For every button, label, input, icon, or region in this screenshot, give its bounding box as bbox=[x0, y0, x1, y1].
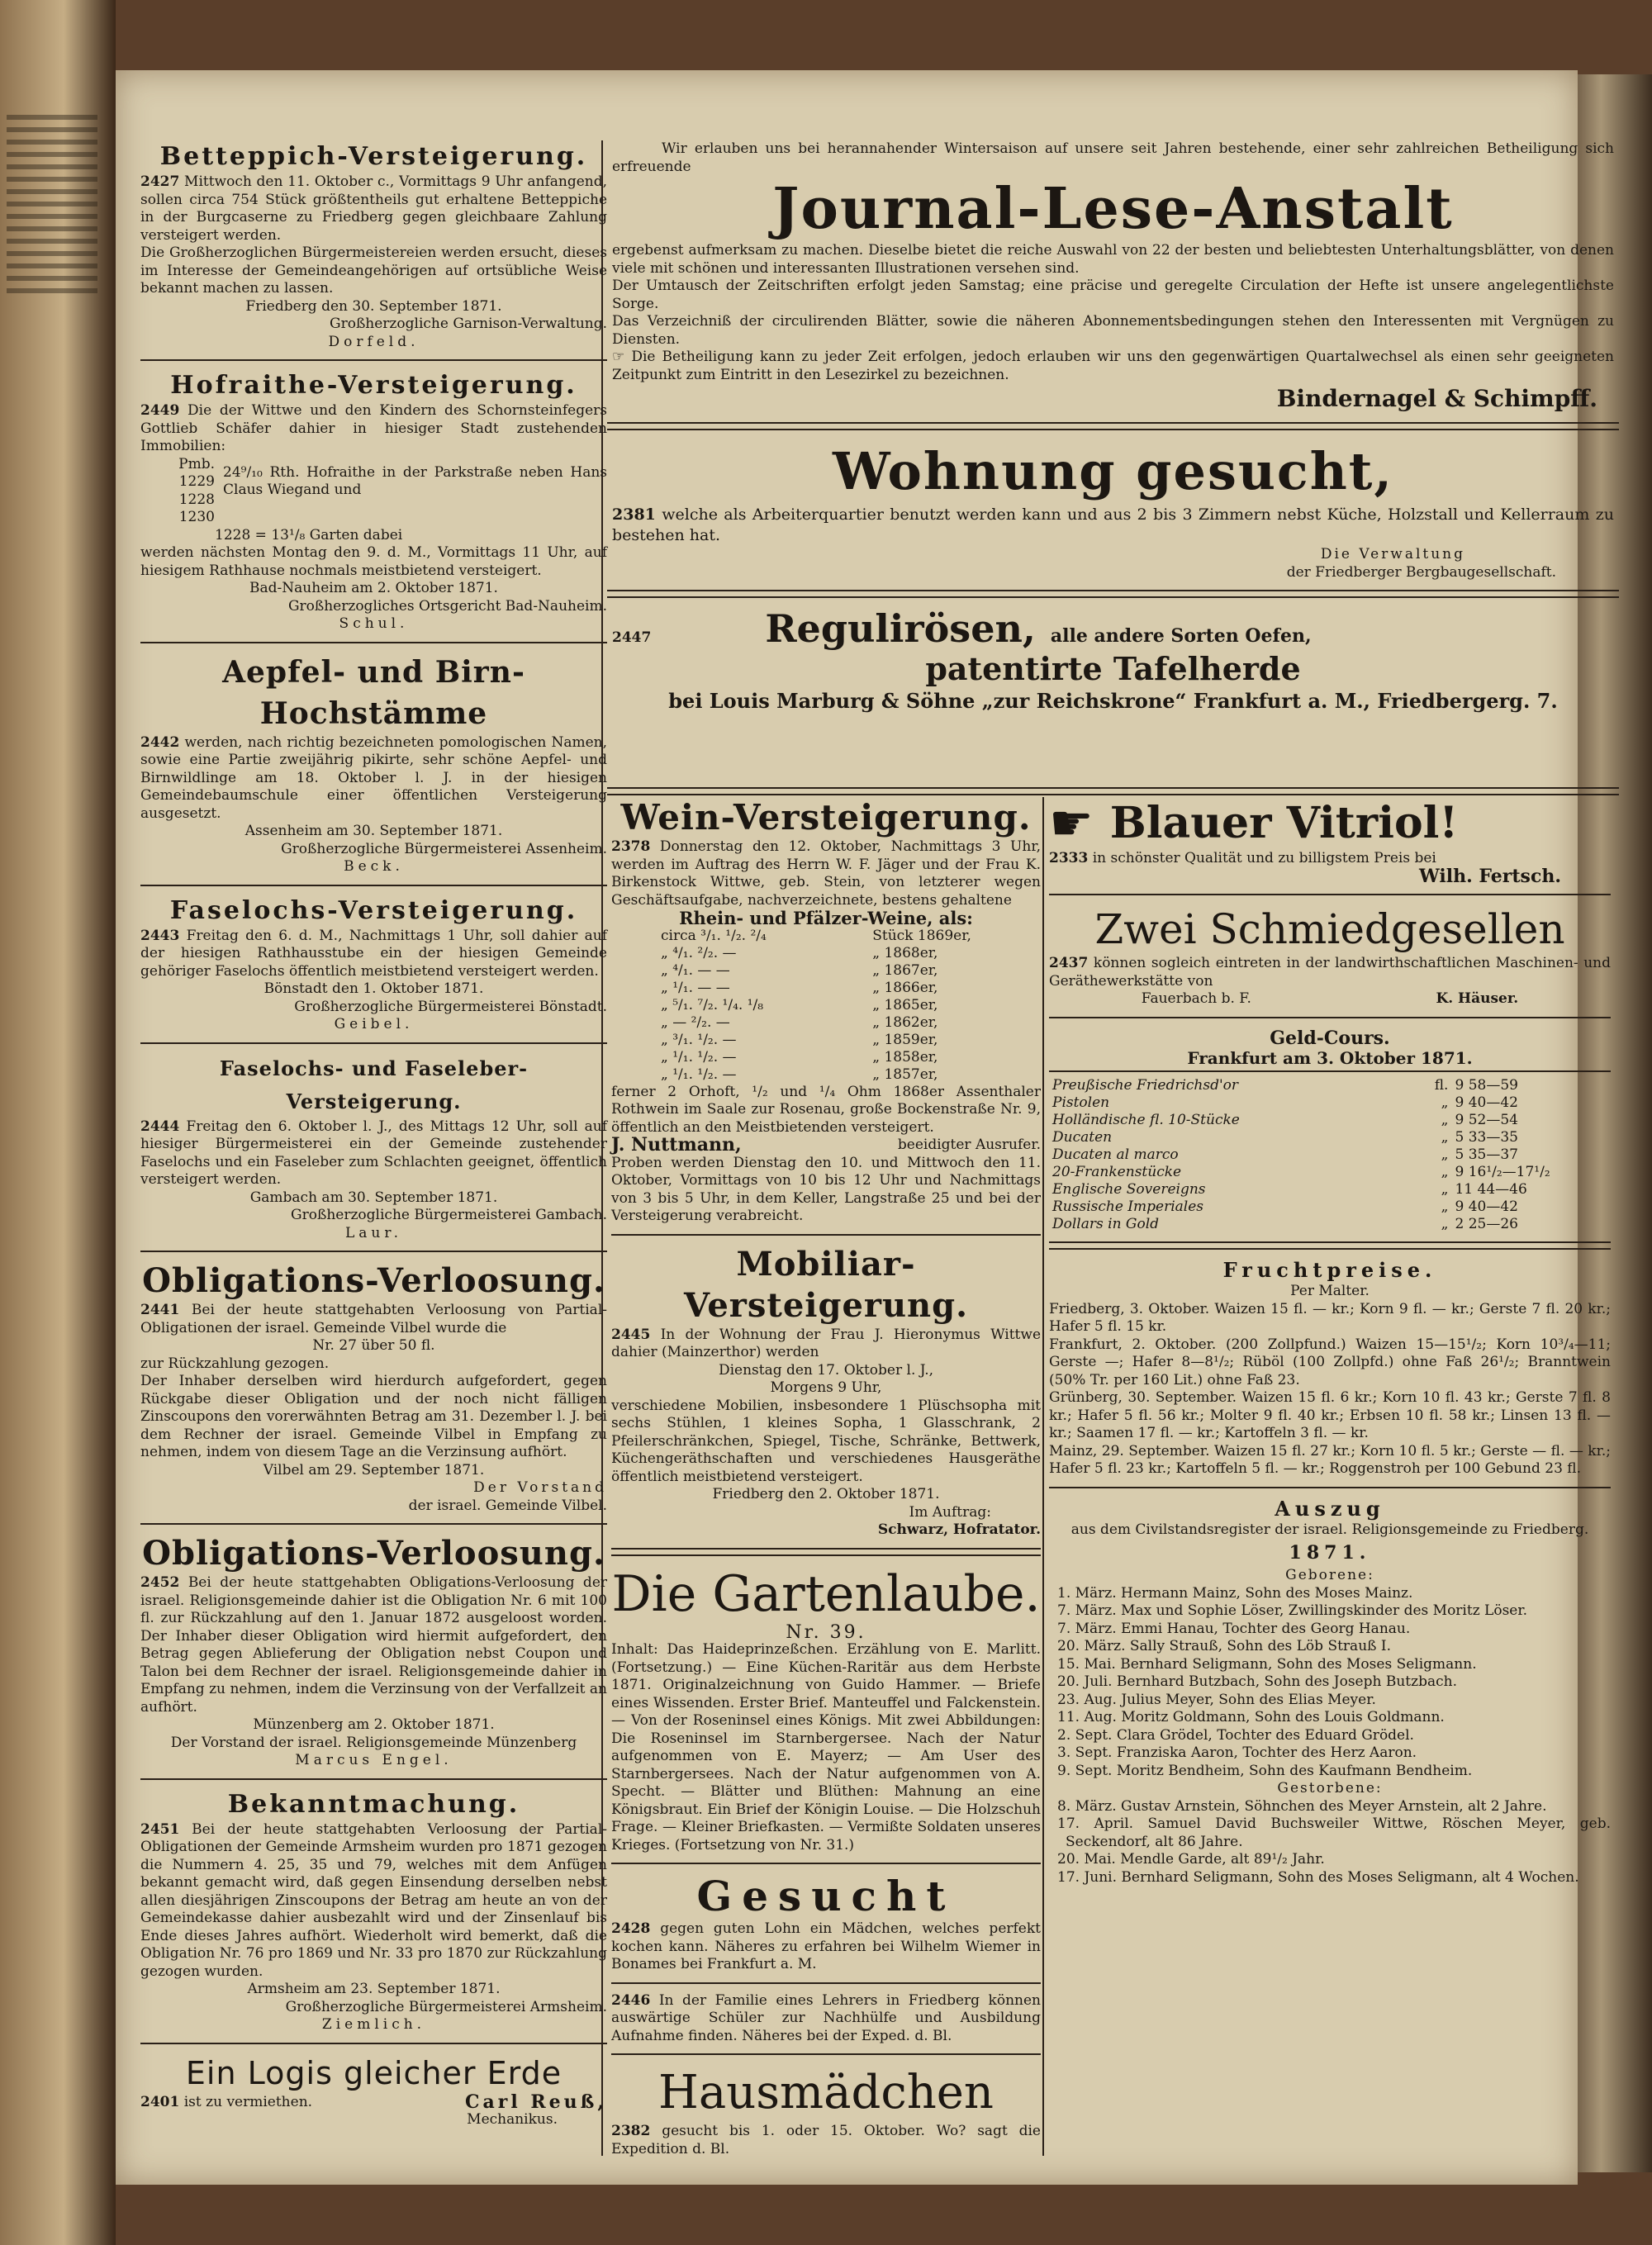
ad-number: 2428 bbox=[611, 1920, 651, 1937]
ad-text: in schönster Qualität und zu billigstem Preis bei bbox=[1092, 850, 1436, 866]
unit: „ bbox=[1441, 1198, 1449, 1215]
ad-title: Mobiliar-Versteigerung. bbox=[683, 1244, 969, 1325]
ad-number: 2446 bbox=[611, 1991, 651, 2009]
ad-signature: Carl Reuß, bbox=[464, 2091, 607, 2113]
ad-text: Donnerstag den 12. Oktober, Nachmittags 3 Uhr, werden im Auftrag des Herrn W. F. Jäger und der Frau K. Birkenstock Wittwe, geb. Stein, von letzterer wegen Geschäftsaufgabe, nachverzeichnete, bestens gehaltene bbox=[611, 838, 1041, 909]
section-subtitle: Per Malter. bbox=[1290, 1283, 1370, 1299]
ad-authority: Die Verwaltung bbox=[1320, 546, 1465, 562]
top-wide-section bbox=[607, 140, 1619, 715]
register-entry: 20. Mai. Mendle Garde, alt 89¹/₂ Jahr. bbox=[1057, 1851, 1325, 1868]
coin-name: Pistolen bbox=[1052, 1094, 1110, 1111]
ad-text: zur Rückzahlung gezogen. bbox=[140, 1355, 330, 1372]
wine-quantity: „ ⁴/₁. — — bbox=[661, 961, 730, 979]
ad-role: beeidigter Ausrufer. bbox=[897, 1137, 1041, 1153]
register-entry: 23. Aug. Julius Meyer, Sohn des Elias Meyer. bbox=[1057, 1691, 1376, 1708]
ad-text: Bei der heute stattgehabten Verloosung von Partial-Obligationen der israel. Gemeinde Vilbel wurde die bbox=[140, 1302, 607, 1336]
ad-text: gegen guten Lohn ein Mädchen, welches perfekt kochen kann. Näheres zu erfahren bei Wilhelm Wiemer in Bonames bei Frankfurt a. M. bbox=[611, 1920, 1041, 1972]
ad-signature: Schwarz, Hofratator. bbox=[877, 1521, 1041, 1538]
ad-text: Wir erlauben uns bei herannahender Wintersaison auf unsere seit Jahren bestehende, einer sehr zahlreichen Betheiligung sich erfreuende bbox=[612, 140, 1614, 175]
ad-number: 2451 bbox=[140, 1820, 180, 1838]
section-title: Geld-Cours. bbox=[1270, 1027, 1390, 1049]
money-rates bbox=[1049, 1027, 1611, 1234]
ad-signature: Ziemlich. bbox=[321, 2016, 426, 2033]
ad-signature: Marcus Engel. bbox=[295, 1752, 453, 1768]
wine-vintage: Stück 1869er, bbox=[872, 927, 971, 944]
register-entry: 1. März. Hermann Mainz, Sohn des Moses Mainz. bbox=[1057, 1584, 1413, 1602]
ad-number: 2401 bbox=[140, 2093, 180, 2110]
wine-quantity: „ ¹/₁. ¹/₂. — bbox=[661, 1066, 737, 1083]
wine-row bbox=[611, 1066, 1041, 1084]
wine-quantity: „ ¹/₁. — — bbox=[661, 979, 730, 996]
wine-row bbox=[611, 997, 1041, 1014]
ad-signature: J. Nuttmann, bbox=[611, 1134, 742, 1156]
ad-bekanntmachung bbox=[140, 1788, 607, 2034]
register-entry: 11. Aug. Moritz Goldmann, Sohn des Louis Goldmann. bbox=[1057, 1709, 1445, 1725]
ad-regulirofen bbox=[607, 606, 1619, 715]
ad-signature: Geibel. bbox=[334, 1016, 414, 1032]
ad-text: Nr. 27 über 50 fl. bbox=[312, 1337, 435, 1354]
divider bbox=[1049, 1017, 1611, 1018]
civil-register bbox=[1049, 1497, 1611, 1887]
wine-quantity: „ ⁵/₁. ⁷/₂. ¹/₄. ¹/₈ bbox=[661, 996, 764, 1013]
ad-title: Die Gartenlaube. bbox=[611, 1564, 1041, 1623]
ad-place: Assenheim am 30. September 1871. bbox=[244, 823, 503, 839]
wine-vintage: „ 1865er, bbox=[872, 996, 938, 1013]
ad-title: patentirte Tafelherde bbox=[925, 650, 1301, 687]
middle-column bbox=[611, 797, 1041, 2158]
register-entry: 20. März. Sally Strauß, Sohn des Löb Strauß I. bbox=[1057, 1638, 1392, 1654]
wine-vintage: „ 1868er, bbox=[872, 944, 938, 961]
wine-row bbox=[611, 1032, 1041, 1049]
ad-title: Wohnung gesucht, bbox=[832, 441, 1393, 501]
ad-title: Ein Logis gleicher Erde bbox=[185, 2054, 563, 2091]
issue-number: Nr. 39. bbox=[786, 1621, 866, 1643]
ad-hausmaedchen bbox=[611, 2063, 1041, 2158]
ad-number: 2445 bbox=[611, 1326, 651, 1343]
section-title: Fruchtpreise. bbox=[1222, 1258, 1437, 1282]
rate: 9 16¹/₂—17¹/₂ bbox=[1455, 1164, 1550, 1180]
ad-address: bei Louis Marburg & Söhne „zur Reichskrone“ Frankfurt a. M., Friedbergerg. 7. bbox=[668, 689, 1558, 713]
parcel-description: 24⁹/₁₀ Rth. Hofraithe in der Parkstraße neben Hans Claus Wiegand und bbox=[223, 463, 607, 498]
wine-vintage: „ 1866er, bbox=[872, 979, 938, 996]
deaths-list bbox=[1049, 1798, 1611, 1887]
ad-authority: Großherzogliche Garnison-Verwaltung. bbox=[330, 316, 607, 332]
wine-vintage: „ 1867er, bbox=[872, 961, 938, 979]
ad-authority: Großherzogliches Ortsgericht Bad-Nauheim. bbox=[287, 597, 607, 615]
ad-signature: Schul. bbox=[339, 615, 409, 632]
parcel-number: Pmb. 1229 bbox=[178, 455, 215, 490]
wine-quantity: „ ⁴/₁. ²/₂. — bbox=[661, 944, 737, 961]
ad-place: Friedberg den 2. Oktober 1871. bbox=[712, 1486, 940, 1502]
ad-number: 2381 bbox=[612, 505, 656, 524]
ad-text: In der Wohnung der Frau J. Hieronymus Wittwe dahier (Mainzerthor) werden bbox=[611, 1326, 1041, 1360]
ad-authority: Im Auftrag: bbox=[909, 1503, 991, 1521]
money-row bbox=[1049, 1198, 1611, 1216]
ad-schmiedgesellen bbox=[1049, 904, 1611, 1009]
ad-title: Gesucht bbox=[696, 1872, 956, 1920]
divider bbox=[140, 1042, 607, 1044]
rate: 9 40—42 bbox=[1455, 1094, 1518, 1111]
price-entry: Mainz, 29. September. Waizen 15 fl. 27 kr.; Korn 10 fl. 5 kr.; Gerste — fl. — kr.; Hafer 5 fl. 23 kr.; Kartoffeln 5 fl. — kr.; Roggenstroh per 100 Gebund 23 fl. bbox=[1049, 1442, 1611, 1477]
ad-text: ferner 2 Orhoft, ¹/₂ und ¹/₄ Ohm 1868er Assenthaler Rothwein im Saale zur Rosenau, große Bockenstraße Nr. 9, öffentlich an den Meistbietenden versteigert. bbox=[611, 1083, 1041, 1136]
ad-title: Obligations-Verloosung. bbox=[142, 1534, 605, 1573]
wine-quantity: „ — ²/₂. — bbox=[661, 1013, 730, 1031]
divider bbox=[140, 885, 607, 886]
births-list bbox=[1049, 1585, 1611, 1781]
ad-number: 2452 bbox=[140, 1574, 180, 1591]
divider bbox=[607, 787, 1619, 795]
money-row bbox=[1049, 1216, 1611, 1233]
ad-number: 2333 bbox=[1049, 850, 1089, 866]
register-entry: 17. April. Samuel David Buchsweiler Wittwe, Röschen Meyer, geb. Seckendorf, alt 86 Jahre. bbox=[1057, 1815, 1611, 1850]
ad-place: Bad-Nauheim am 2. Oktober 1871. bbox=[249, 580, 498, 596]
unit: „ bbox=[1441, 1216, 1449, 1232]
rate: 5 33—35 bbox=[1455, 1129, 1518, 1146]
rate: 11 44—46 bbox=[1455, 1181, 1527, 1198]
divider bbox=[1049, 894, 1611, 895]
wine-row bbox=[611, 928, 1041, 945]
divider bbox=[611, 1982, 1041, 1984]
ad-authority: Großherzogliche Bürgermeisterei Armsheim. bbox=[285, 1998, 607, 2015]
divider bbox=[607, 590, 1619, 598]
price-entry: Frankfurt, 2. Oktober. (200 Zollpfund.) Waizen 15—15¹/₂; Korn 10³/₄—11; Gerste —; Hafer 8—8¹/₂; Rüböl (100 Zollpfd.) ohne Faß 26¹/₂; Branntwein (50% Tr. per 160 Lit.) ohne Faß 23. bbox=[1049, 1336, 1611, 1388]
ad-subheading: Rhein- und Pfälzer-Weine, als: bbox=[679, 908, 973, 928]
unit: fl. bbox=[1434, 1077, 1449, 1094]
ad-title: Bekanntmachung. bbox=[227, 1789, 520, 1819]
ad-text: Der Umtausch der Zeitschriften erfolgt jeden Samstag; eine präcise und geregelte Circulation der Hefte ist unsere angelegentlichste Sorge. bbox=[612, 278, 1614, 312]
ad-title: Faselochs-Versteigerung. bbox=[169, 895, 578, 925]
money-row bbox=[1049, 1181, 1611, 1198]
ad-title: Hofraithe-Versteigerung. bbox=[170, 371, 577, 400]
ad-subtitle: alle andere Sorten Oefen, bbox=[1050, 625, 1312, 647]
ad-title: Aepfel- und Birn-Hochstämme bbox=[222, 654, 525, 731]
wine-quantity: „ ¹/₁. ¹/₂. — bbox=[661, 1048, 737, 1066]
pointing-hand-icon: ☛ bbox=[1049, 795, 1094, 852]
ad-authority: Der Vorstand bbox=[473, 1479, 607, 1496]
money-table bbox=[1049, 1077, 1611, 1233]
ad-text: Das Verzeichniß der circulirenden Blätter, sowie die näheren Abonnementsbedingungen stehen den Interessenten mit Vergnügen zu Diensten. bbox=[612, 313, 1614, 348]
ad-text: Inhalt: Das Haideprinzeßchen. Erzählung von E. Marlitt. (Fortsetzung.) — Eine Küchen-Raritär aus dem Herbste 1871. Originalzeichnung von Guido Hammer. — Briefe eines Wissenden. Erster Brief. Manteuffel und Falckenstein. — Von der Roseninsel eines Königs. Mit zwei Abbildungen: Die Roseninsel im Starnbergersee. Nach der Natur aufgenommen von E. Mayerz; — Am User des Starnbergersees. Nach der Natur aufgenommen von A. Specht. — Blätter und Blüthen: Mahnung an eine Königsbraut. Ein Brief der Königin Louise. — Die Holzschuh Frage. — Kleiner Briefkasten. — Vermißte Soldaten unseres Krieges. (Fortsetzung von Nr. 31.) bbox=[611, 1641, 1041, 1853]
register-entry: 20. Juli. Bernhard Butzbach, Sohn des Joseph Butzbach. bbox=[1057, 1673, 1457, 1690]
ad-place: Münzenberg am 2. Oktober 1871. bbox=[253, 1716, 495, 1733]
register-entry: 8. März. Gustav Arnstein, Söhnchen des Meyer Arnstein, alt 2 Jahre. bbox=[1057, 1797, 1547, 1815]
ad-role: Mechanikus. bbox=[467, 2111, 558, 2128]
ad-number: 2443 bbox=[140, 927, 180, 944]
ad-authority: Großherzogliche Bürgermeisterei Assenheim. bbox=[281, 840, 607, 857]
coin-name: Holländische fl. 10-Stücke bbox=[1052, 1112, 1240, 1128]
register-entry: 17. Juni. Bernhard Seligmann, Sohn des Moses Seligmann, alt 4 Wochen. bbox=[1057, 1868, 1579, 1886]
coin-name: 20-Frankenstücke bbox=[1052, 1164, 1182, 1180]
ad-number: 2427 bbox=[140, 173, 180, 190]
wine-quantity: circa ³/₁. ¹/₂. ²/₄ bbox=[661, 927, 767, 944]
ad-lehrer bbox=[611, 1992, 1041, 2046]
ad-text: In der Familie eines Lehrers in Friedberg können auswärtige Schüler zur Nachhülfe und Ausbildung Aufnahme finden. Näheres bei der Exped. d. Bl. bbox=[611, 1991, 1042, 2044]
ad-authority: Großherzogliche Bürgermeisterei Bönstadt. bbox=[294, 998, 607, 1015]
money-row bbox=[1049, 1164, 1611, 1181]
ad-place: Fauerbach b. F. bbox=[1141, 990, 1251, 1007]
ad-number: 2449 bbox=[140, 402, 180, 419]
money-row bbox=[1049, 1146, 1611, 1164]
coin-name: Englische Sovereigns bbox=[1052, 1181, 1206, 1198]
divider bbox=[140, 1523, 607, 1525]
unit: „ bbox=[1441, 1112, 1449, 1128]
ad-number: 2442 bbox=[140, 733, 180, 751]
ad-faseleber bbox=[140, 1052, 607, 1243]
rate: 5 35—37 bbox=[1455, 1146, 1518, 1163]
ad-number: 2378 bbox=[611, 838, 651, 855]
ad-obligations-vilbel bbox=[140, 1260, 607, 1515]
divider bbox=[611, 1234, 1041, 1236]
coin-name: Ducaten al marco bbox=[1052, 1146, 1179, 1163]
coin-name: Preußische Friedrichsd'or bbox=[1052, 1077, 1239, 1094]
wine-row bbox=[611, 962, 1041, 980]
ad-number: 2444 bbox=[140, 1118, 180, 1135]
births-heading: Geborene: bbox=[1285, 1567, 1374, 1583]
ad-wein bbox=[611, 797, 1041, 1226]
ad-text: Bei der heute stattgehabten Verloosung der Partial-Obligationen der Gemeinde Armsheim wurden pro 1871 gezogen die Nummern 4. 25, 35 und 79, welches mit dem Anfügen bekannt gemacht wird, daß gegen Einsendung derselben nebst allen diesjährigen Zinscoupons der Betrag am heute an von der Gemeindekasse dahier ausbezahlt wird und der Zinsenlauf bis Ende dieses Jahres aufhört. Wiederholt wird bemerkt, daß die Obligation Nr. 76 pro 1869 und Nr. 33 pro 1870 zur Rückzahlung gezogen wurden. bbox=[140, 1820, 608, 1980]
ad-place: Vilbel am 29. September 1871. bbox=[263, 1461, 485, 1478]
divider bbox=[611, 1548, 1041, 1556]
grain-prices bbox=[1049, 1258, 1611, 1478]
ad-text: werden, nach richtig bezeichneten pomologischen Namen, sowie eine Partie zweijährig pikirte, sehr schöne Aepfel- und Birnwildlinge am 18. Oktober l. J. in der hiesigen Gemeindebaumschule einer öffentlichen Versteigerung ausgesetzt. bbox=[140, 733, 608, 822]
divider bbox=[140, 2043, 607, 2044]
ad-text: verschiedene Mobilien, insbesondere 1 Plüschsopha mit sechs Stühlen, 1 kleines Sopha, 1 Glasschrank, 2 Pfeilerschränkchen, Spiegel, Tische, Schränke, Bettwerk, Küchengeräthschaften und verschiedenes Hausgeräthe öffentlich meistbietend versteigert. bbox=[611, 1397, 1041, 1485]
register-year: 1871. bbox=[1289, 1542, 1371, 1564]
ad-betteppich bbox=[140, 140, 607, 351]
parcel-description: 1228 = 13¹/₈ Garten dabei bbox=[215, 526, 403, 543]
unit: „ bbox=[1441, 1129, 1449, 1146]
divider bbox=[607, 422, 1619, 430]
ad-date: Dienstag den 17. Oktober l. J., bbox=[718, 1361, 934, 1379]
divider bbox=[1049, 1487, 1611, 1488]
ad-title: Blauer Vitriol! bbox=[1109, 798, 1459, 848]
wine-row bbox=[611, 945, 1041, 962]
divider bbox=[140, 1251, 607, 1252]
price-entry: Friedberg, 3. Oktober. Waizen 15 fl. — kr.; Korn 9 fl. — kr.; Gerste 7 fl. 20 kr.; Hafer 5 fl. 15 kr. bbox=[1049, 1300, 1611, 1335]
unit: „ bbox=[1441, 1094, 1449, 1111]
left-column bbox=[140, 140, 607, 2129]
ad-number: 2441 bbox=[140, 1302, 180, 1318]
coin-name: Russische Imperiales bbox=[1052, 1198, 1203, 1215]
ad-text: Proben werden Dienstag den 10. und Mittwoch den 11. Oktober, Vormittags von 10 bis 12 Uhr und Nachmittags von 3 bis 5 Uhr, in dem Keller, Langstraße 25 und bei der Versteigerung verabreicht. bbox=[611, 1154, 1041, 1224]
ad-text: welche als Arbeiterquartier benutzt werden kann und aus 2 bis 3 Zimmern nebst Küche, Holzstall und Kellerraum zu bestehen hat. bbox=[612, 505, 1614, 544]
ad-vitriol bbox=[1049, 797, 1611, 885]
ad-title: Obligations-Verloosung. bbox=[142, 1261, 605, 1300]
wine-vintage: „ 1857er, bbox=[872, 1066, 938, 1083]
register-entry: 9. Sept. Moritz Bendheim, Sohn des Kaufmann Bendheim. bbox=[1057, 1762, 1473, 1779]
ad-signature: Dorfeld. bbox=[328, 333, 420, 350]
wine-row bbox=[611, 980, 1041, 997]
ad-hochstaemme bbox=[140, 652, 607, 876]
wine-vintage: „ 1862er, bbox=[872, 1013, 938, 1031]
deaths-heading: Gestorbene: bbox=[1277, 1780, 1383, 1796]
ad-text: können sogleich eintreten in der landwirthschaftlichen Maschinen- und Geräthewerkstätte von bbox=[1049, 955, 1611, 990]
ad-time: Morgens 9 Uhr, bbox=[770, 1379, 882, 1396]
ad-text: Freitag den 6. Oktober l. J., des Mittags 12 Uhr, soll auf hiesiger Bürgermeisterei ein der Gemeinde zustehender Faselochs und ein Faseleber zum Schlachten geeignet, öffentlich versteigert werden. bbox=[140, 1118, 607, 1188]
money-row bbox=[1049, 1077, 1611, 1094]
money-row bbox=[1049, 1094, 1611, 1112]
divider bbox=[611, 2053, 1041, 2055]
unit: „ bbox=[1441, 1181, 1449, 1198]
ad-text: ergebenst aufmerksam zu machen. Dieselbe bietet die reiche Auswahl von 22 der besten und beliebtesten Unterhaltungsblätter, von denen viele mit schönen und interessanten Illustrationen versehen sind. bbox=[612, 242, 1614, 277]
ad-signature: Beck. bbox=[344, 858, 404, 875]
rate: 2 25—26 bbox=[1455, 1216, 1518, 1232]
divider bbox=[611, 1863, 1041, 1864]
ad-signature: Laur. bbox=[344, 1224, 403, 1241]
ad-title: Regulirösen, bbox=[765, 606, 1036, 651]
wine-table bbox=[611, 928, 1041, 1084]
register-entry: 15. Mai. Bernhard Seligmann, Sohn des Moses Seligmann. bbox=[1057, 1655, 1477, 1673]
ad-signature: Bindernagel & Schimpff. bbox=[1276, 385, 1597, 412]
ad-title: Zwei Schmiedgesellen bbox=[1094, 905, 1565, 953]
ad-text: Mittwoch den 11. Oktober c., Vormittags 9 Uhr anfangend, sollen circa 754 Stück größtentheils gut erhaltene Betteppiche in der Burgcaserne zu Friedberg gegen gleichbaare Zahlung versteigert werden. bbox=[140, 173, 607, 244]
unit: „ bbox=[1441, 1146, 1449, 1163]
wine-quantity: „ ³/₁. ¹/₂. — bbox=[661, 1031, 737, 1048]
ad-title: Wein-Versteigerung. bbox=[620, 797, 1032, 838]
ad-text: Die der Wittwe und den Kindern des Schornsteinfegers Gottlieb Schäfer dahier in hiesiger Stadt zustehenden Immobilien: bbox=[140, 402, 607, 454]
ad-title: Hausmädchen bbox=[658, 2066, 994, 2119]
ad-logis bbox=[140, 2053, 607, 2129]
ad-text: Freitag den 6. d. M., Nachmittags 1 Uhr, soll dahier auf der hiesigen Rathhausstube ein der hiesigen Gemeinde gehöriger Faselochs öffentlich meistbietend versteigert werden. bbox=[140, 927, 608, 980]
register-entry: 3. Sept. Franziska Aaron, Tochter des Herz Aaron. bbox=[1057, 1744, 1417, 1761]
wine-vintage: „ 1858er, bbox=[872, 1048, 938, 1066]
divider bbox=[140, 359, 607, 361]
ad-obligations-muenzenberg bbox=[140, 1533, 607, 1770]
money-row bbox=[1049, 1112, 1611, 1129]
ad-authority: Großherzogliche Bürgermeisterei Gambach. bbox=[291, 1207, 607, 1223]
ad-place: Bönstadt den 1. Oktober 1871. bbox=[263, 980, 484, 997]
ad-text: Bei der heute stattgehabten Obligations-Verloosung der israel. Religionsgemeinde dahier ist die Obligation Nr. 6 mit 100 fl. zur Rückzahlung auf den 1. Januar 1872 ausgeloost worden. Der Inhaber dieser Obligation wird hiermit aufgefordert, den Betrag gegen Ablieferung der Obligation nebst Coupon und Talon bei dem Rechner der israel. Religionsgemeinde dahier in Empfang zu nehmen, indem die Verzinsung von der Verfallzeit an aufhört. bbox=[140, 1574, 608, 1716]
ad-hofraithe bbox=[140, 369, 607, 634]
ad-signature: Wilh. Fertsch. bbox=[1419, 865, 1561, 887]
ad-number: 2382 bbox=[611, 2123, 651, 2139]
ad-text: werden nächsten Montag den 9. d. M., Vormittags 11 Uhr, auf hiesigem Rathhause nochmals meistbietend versteigert. bbox=[140, 544, 607, 579]
adjacent-page-edge bbox=[0, 0, 116, 2245]
ad-gesucht bbox=[611, 1872, 1041, 1974]
register-entry: 2. Sept. Clara Grödel, Tochter des Eduard Grödel. bbox=[1057, 1726, 1414, 1744]
divider bbox=[1049, 1070, 1611, 1072]
ad-signature: K. Häuser. bbox=[1436, 990, 1519, 1007]
register-entry: 7. März. Max und Sophie Löser, Zwillingskinder des Moritz Löser. bbox=[1057, 1602, 1528, 1619]
ad-text: ist zu vermiethen. bbox=[183, 2093, 313, 2110]
ad-number: 2437 bbox=[1049, 955, 1089, 971]
wine-row bbox=[611, 1049, 1041, 1066]
ad-title: Journal-Lese-Anstalt bbox=[772, 176, 1454, 242]
wine-row bbox=[611, 1014, 1041, 1032]
coin-name: Dollars in Gold bbox=[1052, 1216, 1160, 1232]
ad-gartenlaube bbox=[611, 1564, 1041, 1855]
rate: 9 58—59 bbox=[1455, 1077, 1518, 1094]
ad-number: 2447 bbox=[612, 629, 652, 646]
section-title: Auszug bbox=[1275, 1496, 1385, 1521]
ad-place: Friedberg den 30. September 1871. bbox=[245, 297, 502, 315]
divider bbox=[1049, 1241, 1611, 1250]
ad-text: Die Großherzoglichen Bürgermeistereien werden ersucht, dieses im Interesse der Gemeindeangehörigen auf ortsübliche Weise bekannt machen zu lassen. bbox=[140, 244, 607, 297]
ad-authority: der israel. Gemeinde Vilbel. bbox=[408, 1497, 607, 1514]
price-entry: Grünberg, 30. September. Waizen 15 fl. 6 kr.; Korn 10 fl. 43 kr.; Gerste 7 fl. 8 kr.; Hafer 5 fl. 56 kr.; Molter 9 fl. 40 kr.; Erbsen 10 fl. 58 kr.; Linsen 13 fl. — kr.; Saamen 17 fl. — kr.; Kartoffeln 3 fl. — kr. bbox=[1049, 1389, 1611, 1441]
parcel-number: 1230 bbox=[178, 509, 215, 525]
ad-journal-lese-anstalt bbox=[607, 140, 1619, 414]
rate: 9 52—54 bbox=[1455, 1112, 1518, 1128]
ad-place: Armsheim am 23. September 1871. bbox=[247, 1981, 501, 1997]
rate: 9 40—42 bbox=[1455, 1198, 1518, 1215]
ad-wohnung bbox=[607, 439, 1619, 581]
ad-place: Gambach am 30. September 1871. bbox=[249, 1189, 498, 1206]
divider bbox=[140, 1778, 607, 1780]
section-subtitle: Frankfurt am 3. Oktober 1871. bbox=[1187, 1047, 1473, 1068]
ad-authority: der Friedberger Bergbaugesellschaft. bbox=[1286, 563, 1556, 581]
parcel-number: 1228 bbox=[178, 491, 215, 508]
ad-authority: Der Vorstand der israel. Religionsgemeinde Münzenberg bbox=[170, 1734, 577, 1751]
column-rule bbox=[1042, 797, 1044, 2156]
wine-vintage: „ 1859er, bbox=[872, 1031, 938, 1048]
ad-mobiliar bbox=[611, 1244, 1041, 1540]
money-row bbox=[1049, 1129, 1611, 1146]
ad-text: Der Inhaber derselben wird hierdurch aufgefordert, gegen Rückgabe dieser Obligation und der noch nicht fälligen Zinscoupons den vorerwähnten Betrag am 31. Dezember l. J. bei dem Rechner der israel. Gemeinde Vilbel in Empfang zu nehmen, indem von diesem Tage an die Verzinsung aufhört. bbox=[140, 1373, 607, 1460]
divider bbox=[140, 642, 607, 643]
ad-faselochs bbox=[140, 895, 607, 1034]
ad-text: gesucht bis 1. oder 15. Oktober. Wo? sagt die Expedition d. Bl. bbox=[611, 2123, 1041, 2157]
ad-title: Betteppich-Versteigerung. bbox=[159, 142, 588, 171]
ad-title: Faselochs- und Faseleber-Versteigerung. bbox=[219, 1056, 529, 1113]
section-subtitle: aus dem Civilstandsregister der israel. Religionsgemeinde zu Friedberg. bbox=[1070, 1521, 1589, 1538]
unit: „ bbox=[1441, 1164, 1449, 1180]
coin-name: Ducaten bbox=[1052, 1129, 1113, 1146]
register-entry: 7. März. Emmi Hanau, Tochter des Georg Hanau. bbox=[1057, 1620, 1411, 1637]
ad-text: ☞ Die Betheiligung kann zu jeder Zeit erfolgen, jedoch erlauben wir uns den gegenwärtigen Quartalwechsel als einen sehr geeigneten Zeitpunkt zum Eintritt in den Lesezirkel zu bezeichnen. bbox=[612, 349, 1614, 383]
newspaper-page bbox=[116, 70, 1614, 2185]
right-column bbox=[1049, 797, 1611, 1887]
